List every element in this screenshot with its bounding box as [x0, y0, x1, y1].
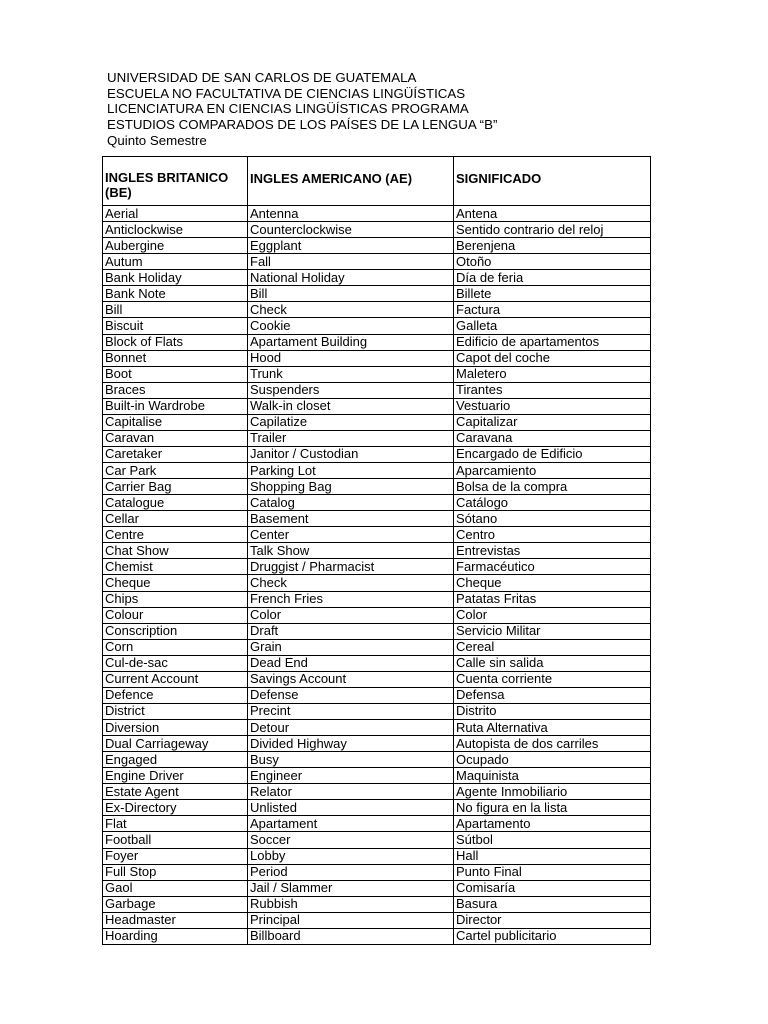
cell-british: Gaol	[103, 880, 248, 896]
table-row	[103, 768, 651, 784]
cell-american: Divided Highway	[248, 736, 454, 752]
cell-american: Check	[248, 302, 454, 318]
cell-british: Block of Flats	[103, 334, 248, 350]
table-row	[103, 398, 651, 414]
cell-british: Chemist	[103, 559, 248, 575]
cell-british: Autum	[103, 254, 248, 270]
cell-british: Carrier Bag	[103, 479, 248, 495]
cell-american: Billboard	[248, 928, 454, 944]
table-row	[103, 752, 651, 768]
cell-british: Bill	[103, 302, 248, 318]
cell-british: Headmaster	[103, 912, 248, 928]
cell-american: Talk Show	[248, 543, 454, 559]
table-row	[103, 334, 651, 350]
cell-american: Trailer	[248, 430, 454, 446]
cell-meaning: Otoño	[454, 254, 651, 270]
table-row	[103, 206, 651, 222]
table-row	[103, 655, 651, 671]
cell-meaning: Centro	[454, 527, 651, 543]
cell-american: Defense	[248, 687, 454, 703]
cell-american: Rubbish	[248, 896, 454, 912]
cell-american: Grain	[248, 639, 454, 655]
cell-american: Apartament	[248, 816, 454, 832]
header-line-course: ESTUDIOS COMPARADOS DE LOS PAÍSES DE LA LENGUA “B”	[107, 117, 498, 133]
cell-american: Bill	[248, 286, 454, 302]
cell-meaning: Maletero	[454, 366, 651, 382]
header-line-degree: LICENCIATURA EN CIENCIAS LINGÜÍSTICAS PROGRAMA	[107, 101, 469, 117]
cell-meaning: Edificio de apartamentos	[454, 334, 651, 350]
cell-meaning: Capitalizar	[454, 414, 651, 430]
cell-british: Braces	[103, 382, 248, 398]
table-row	[103, 350, 651, 366]
cell-american: Suspenders	[248, 382, 454, 398]
table-row	[103, 382, 651, 398]
cell-american: Center	[248, 527, 454, 543]
table-row	[103, 222, 651, 238]
table-row	[103, 559, 651, 575]
cell-british: Flat	[103, 816, 248, 832]
cell-american: Unlisted	[248, 800, 454, 816]
cell-british: Chat Show	[103, 543, 248, 559]
table-row	[103, 896, 651, 912]
table-row	[103, 623, 651, 639]
cell-meaning: Entrevistas	[454, 543, 651, 559]
table-row	[103, 607, 651, 623]
cell-british: Conscription	[103, 623, 248, 639]
cell-british: District	[103, 703, 248, 719]
cell-british: Biscuit	[103, 318, 248, 334]
cell-british: Capitalise	[103, 414, 248, 430]
cell-british: Engine Driver	[103, 768, 248, 784]
cell-meaning: Galleta	[454, 318, 651, 334]
table-row	[103, 286, 651, 302]
cell-american: Dead End	[248, 655, 454, 671]
column-header-british	[103, 157, 248, 206]
cell-american: Janitor / Custodian	[248, 446, 454, 462]
cell-american: Druggist / Pharmacist	[248, 559, 454, 575]
cell-british: Caravan	[103, 430, 248, 446]
cell-british: Ex-Directory	[103, 800, 248, 816]
table-row	[103, 463, 651, 479]
table-row	[103, 414, 651, 430]
cell-meaning: Agente Inmobiliario	[454, 784, 651, 800]
cell-british: Cellar	[103, 511, 248, 527]
cell-british: Chips	[103, 591, 248, 607]
header-line-semester: Quinto Semestre	[107, 132, 207, 148]
cell-american: Shopping Bag	[248, 479, 454, 495]
cell-british: Aerial	[103, 206, 248, 222]
table-row	[103, 479, 651, 495]
cell-meaning: No figura en la lista	[454, 800, 651, 816]
column-header-meaning: SIGNIFICADO	[454, 157, 651, 206]
cell-meaning: Bolsa de la compra	[454, 479, 651, 495]
cell-american: Parking Lot	[248, 463, 454, 479]
table-row	[103, 430, 651, 446]
cell-british: Estate Agent	[103, 784, 248, 800]
cell-meaning: Sentido contrario del reloj	[454, 222, 651, 238]
cell-meaning: Sútbol	[454, 832, 651, 848]
header-line-university: UNIVERSIDAD DE SAN CARLOS DE GUATEMALA	[107, 70, 417, 85]
cell-meaning: Aparcamiento	[454, 463, 651, 479]
column-header-british-text: INGLES BRITANICO (BE)	[105, 170, 229, 200]
cell-meaning: Punto Final	[454, 864, 651, 880]
cell-meaning: Color	[454, 607, 651, 623]
table-row	[103, 639, 651, 655]
table-row	[103, 736, 651, 752]
cell-meaning: Autopista de dos carriles	[454, 736, 651, 752]
cell-british: Current Account	[103, 671, 248, 687]
cell-meaning: Billete	[454, 286, 651, 302]
cell-meaning: Ruta Alternativa	[454, 720, 651, 736]
cell-british: Full Stop	[103, 864, 248, 880]
table-row	[103, 238, 651, 254]
vocabulary-table	[102, 156, 651, 945]
cell-meaning: Apartamento	[454, 816, 651, 832]
cell-american: Antenna	[248, 206, 454, 222]
table-row	[103, 784, 651, 800]
cell-american: Fall	[248, 254, 454, 270]
cell-meaning: Antena	[454, 206, 651, 222]
table-row	[103, 928, 651, 944]
cell-meaning: Hall	[454, 848, 651, 864]
cell-british: Car Park	[103, 463, 248, 479]
cell-meaning: Factura	[454, 302, 651, 318]
cell-british: Cul-de-sac	[103, 655, 248, 671]
cell-meaning: Sótano	[454, 511, 651, 527]
cell-meaning: Berenjena	[454, 238, 651, 254]
cell-british: Catalogue	[103, 495, 248, 511]
cell-american: Catalog	[248, 495, 454, 511]
table-row	[103, 687, 651, 703]
cell-british: Bonnet	[103, 350, 248, 366]
document-header	[107, 70, 497, 149]
cell-meaning: Día de feria	[454, 270, 651, 286]
cell-meaning: Servicio Militar	[454, 623, 651, 639]
cell-american: Engineer	[248, 768, 454, 784]
table-row	[103, 671, 651, 687]
cell-british: Centre	[103, 527, 248, 543]
table-row	[103, 720, 651, 736]
cell-american: Hood	[248, 350, 454, 366]
cell-american: Check	[248, 575, 454, 591]
cell-american: Capilatize	[248, 414, 454, 430]
cell-american: Period	[248, 864, 454, 880]
cell-british: Boot	[103, 366, 248, 382]
cell-meaning: Caravana	[454, 430, 651, 446]
cell-british: Defence	[103, 687, 248, 703]
table-row	[103, 543, 651, 559]
table-row	[103, 832, 651, 848]
cell-meaning: Encargado de Edificio	[454, 446, 651, 462]
cell-american: Counterclockwise	[248, 222, 454, 238]
cell-meaning: Distrito	[454, 703, 651, 719]
cell-american: Cookie	[248, 318, 454, 334]
cell-british: Built-in Wardrobe	[103, 398, 248, 414]
cell-american: Jail / Slammer	[248, 880, 454, 896]
cell-american: Color	[248, 607, 454, 623]
cell-meaning: Basura	[454, 896, 651, 912]
cell-british: Dual Carriageway	[103, 736, 248, 752]
cell-meaning: Comisaría	[454, 880, 651, 896]
cell-meaning: Defensa	[454, 687, 651, 703]
cell-american: Draft	[248, 623, 454, 639]
cell-british: Bank Note	[103, 286, 248, 302]
table-row	[103, 366, 651, 382]
cell-american: Basement	[248, 511, 454, 527]
cell-british: Cheque	[103, 575, 248, 591]
table-row	[103, 912, 651, 928]
cell-meaning: Vestuario	[454, 398, 651, 414]
cell-british: Hoarding	[103, 928, 248, 944]
cell-american: Precint	[248, 703, 454, 719]
table-header-row	[103, 157, 651, 206]
cell-meaning: Ocupado	[454, 752, 651, 768]
table-row	[103, 591, 651, 607]
cell-meaning: Tirantes	[454, 382, 651, 398]
table-row	[103, 864, 651, 880]
table-row	[103, 302, 651, 318]
table-row	[103, 816, 651, 832]
cell-american: Lobby	[248, 848, 454, 864]
cell-british: Anticlockwise	[103, 222, 248, 238]
cell-meaning: Cheque	[454, 575, 651, 591]
column-header-american: INGLES AMERICANO (AE)	[248, 157, 454, 206]
cell-meaning: Patatas Fritas	[454, 591, 651, 607]
cell-british: Corn	[103, 639, 248, 655]
cell-american: Eggplant	[248, 238, 454, 254]
cell-british: Garbage	[103, 896, 248, 912]
table-row	[103, 800, 651, 816]
table-row	[103, 880, 651, 896]
cell-american: Relator	[248, 784, 454, 800]
header-line-school: ESCUELA NO FACULTATIVA DE CIENCIAS LINGÜÍSTICAS	[107, 85, 466, 101]
cell-british: Diversion	[103, 720, 248, 736]
cell-british: Colour	[103, 607, 248, 623]
cell-meaning: Maquinista	[454, 768, 651, 784]
cell-american: Detour	[248, 720, 454, 736]
cell-american: Trunk	[248, 366, 454, 382]
table-row	[103, 527, 651, 543]
cell-american: National Holiday	[248, 270, 454, 286]
cell-american: French Fries	[248, 591, 454, 607]
cell-british: Aubergine	[103, 238, 248, 254]
table-row	[103, 495, 651, 511]
cell-american: Soccer	[248, 832, 454, 848]
cell-meaning: Farmacéutico	[454, 559, 651, 575]
cell-british: Engaged	[103, 752, 248, 768]
cell-meaning: Catálogo	[454, 495, 651, 511]
cell-british: Caretaker	[103, 446, 248, 462]
table-row	[103, 446, 651, 462]
cell-american: Walk-in closet	[248, 398, 454, 414]
table-row	[103, 848, 651, 864]
cell-american: Principal	[248, 912, 454, 928]
cell-meaning: Cereal	[454, 639, 651, 655]
cell-meaning: Calle sin salida	[454, 655, 651, 671]
cell-british: Bank Holiday	[103, 270, 248, 286]
table-row	[103, 575, 651, 591]
table-row	[103, 703, 651, 719]
cell-meaning: Capot del coche	[454, 350, 651, 366]
cell-meaning: Cartel publicitario	[454, 928, 651, 944]
cell-british: Foyer	[103, 848, 248, 864]
table-row	[103, 254, 651, 270]
cell-meaning: Cuenta corriente	[454, 671, 651, 687]
cell-american: Busy	[248, 752, 454, 768]
cell-meaning: Director	[454, 912, 651, 928]
table-row	[103, 270, 651, 286]
table-body	[103, 206, 651, 945]
table-row	[103, 318, 651, 334]
cell-american: Savings Account	[248, 671, 454, 687]
cell-american: Apartament Building	[248, 334, 454, 350]
table-row	[103, 511, 651, 527]
cell-british: Football	[103, 832, 248, 848]
